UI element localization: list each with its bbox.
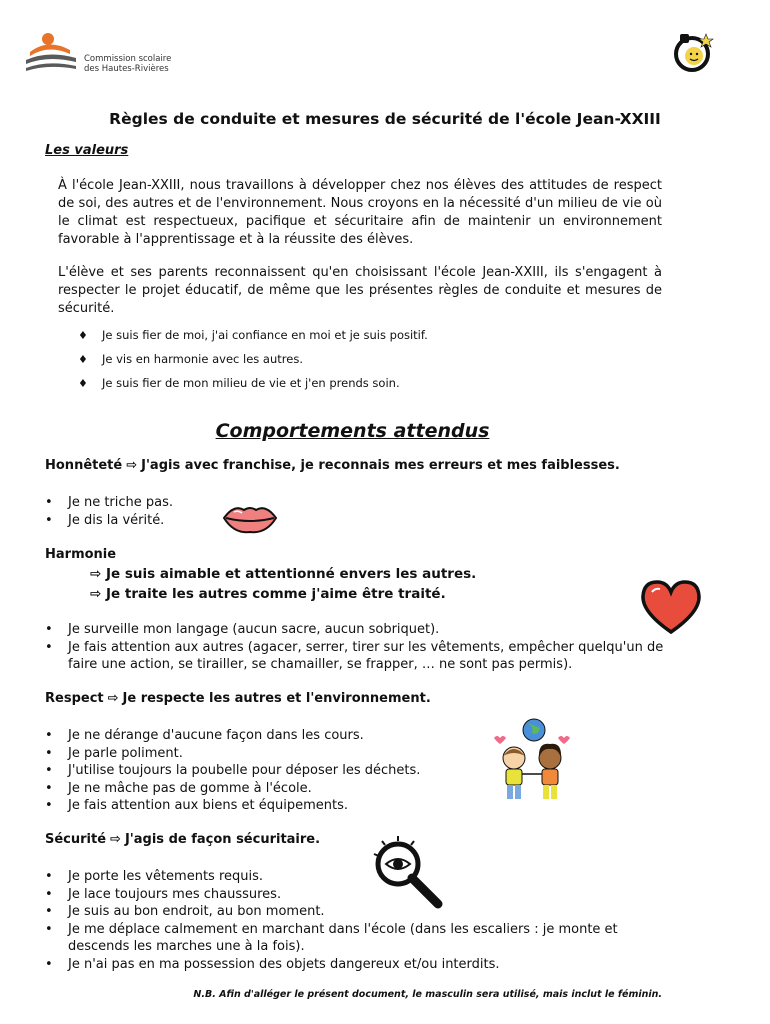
list-item: ♦ Je suis fier de mon milieu de vie et j'en prends soin. (78, 376, 400, 390)
page-title: Règles de conduite et mesures de sécurité de l'école Jean-XXIII (109, 110, 661, 128)
arrow-icon: ⇨ (90, 566, 102, 582)
respect-list (45, 727, 420, 815)
respect-heading: Respect ⇨ Je respecte les autres et l'environnement. (45, 691, 431, 706)
list-item: • Je me déplace calmement en marchant dans l'école (dans les escaliers : je monte et descends les marches une à la fois). (45, 921, 618, 954)
list-item: • Je fais attention aux autres (agacer, serrer, tirer sur les vêtements, empêcher quelqu'un de faire une action, se tirailler, se chamailler, se frapper, … ne sont pas permis). (45, 639, 664, 672)
diamond-bullet: ♦ (78, 328, 88, 342)
values-paragraph-1: À l'école Jean-XXIII, nous travaillons à développer chez nos élèves des attitudes de respect de soi, des autres et de l'environnement. Nous croyons en la nécessité d'un milieu de vie où le climat est respectueux, pacifique et sécuritaire afin de maintenir un environnement favorable à l'apprentissage et à la réussite des élèves. (58, 178, 662, 247)
honesty-heading: Honnêteté ⇨ J'agis avec franchise, je reconnais mes erreurs et mes faiblesses. (45, 458, 620, 473)
list-item: • Je suis au bon endroit, au bon moment. (45, 904, 325, 919)
safety-heading: Sécurité ⇨ J'agis de façon sécuritaire. (45, 832, 321, 847)
lips-icon (220, 500, 280, 540)
values-heading: Les valeurs (45, 143, 129, 158)
arrow-icon: ⇨ (110, 832, 121, 847)
values-paragraph-2: L'élève et ses parents reconnaissent qu'en choisissant l'école Jean-XXIII, ils s'engagent à respecter le projet éducatif, de même que les présentes règles de conduite et mesures de sécurité. (58, 265, 662, 316)
school-board-logo (24, 28, 174, 74)
arrow-icon: ⇨ (107, 691, 119, 706)
list-item: • Je ne triche pas. (45, 495, 174, 510)
list-item: • J'utilise toujours la poubelle pour déposer les déchets. (45, 763, 421, 778)
values-list (78, 323, 428, 395)
school-logo (670, 28, 718, 74)
kids-with-globe-icon (488, 716, 580, 812)
list-item: • Je dis la vérité. (45, 512, 165, 528)
harmony-motto-1: ⇨ Je suis aimable et attentionné envers les autres. (90, 566, 477, 582)
honesty-list (45, 494, 173, 529)
list-item: • Je porte les vêtements requis. (45, 869, 264, 884)
list-item: • Je n'ai pas en ma possession des objets dangereux et/ou interdits. (45, 956, 500, 972)
behaviours-heading: Comportements attendus (215, 420, 490, 442)
harmony-motto-2: ⇨ Je traite les autres comme j'aime être traité. (90, 586, 446, 602)
org-name-line1: Commission scolaire (84, 54, 172, 64)
list-item: • Je fais attention aux biens et équipements. (45, 798, 348, 813)
harmony-list (45, 621, 665, 674)
footnote: N.B. Afin d'alléger le présent document, le masculin sera utilisé, mais inclut le féminin. (193, 989, 662, 1000)
diamond-bullet: ♦ (78, 352, 88, 366)
harmony-heading: Harmonie (45, 547, 117, 562)
list-item: • Je lace toujours mes chaussures. (45, 886, 282, 902)
list-item: • Je parle poliment. (45, 745, 183, 761)
list-item: • Je ne dérange d'aucune façon dans les cours. (45, 728, 364, 743)
org-name-line2: des Hautes-Rivières (84, 64, 169, 74)
list-item: • Je surveille mon langage (aucun sacre, aucun sobriquet). (45, 622, 440, 637)
diamond-bullet: ♦ (78, 376, 88, 390)
safety-list (45, 868, 665, 973)
arrow-icon: ⇨ (90, 586, 102, 602)
school-emblem-icon (670, 28, 718, 74)
arrow-icon: ⇨ (126, 458, 138, 473)
list-item: ♦ Je suis fier de moi, j'ai confiance en moi et je suis positif. (78, 328, 428, 342)
list-item: • Je ne mâche pas de gomme à l'école. (45, 780, 312, 796)
school-board-logo-icon (24, 28, 84, 74)
list-item: ♦ Je vis en harmonie avec les autres. (78, 352, 303, 366)
